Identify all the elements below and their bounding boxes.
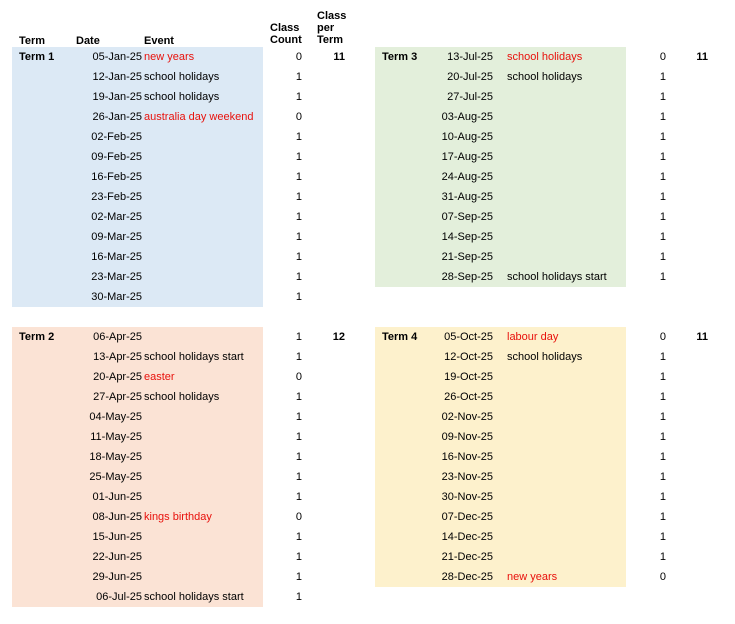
- date-cell: 26-Jan-25: [92, 111, 142, 123]
- date-cell: 21-Dec-25: [441, 551, 493, 563]
- date-cell: 11-May-25: [90, 431, 142, 443]
- table-row: [12, 147, 372, 167]
- class-count-cell: 1: [659, 91, 666, 103]
- date-cell: 13-Apr-25: [93, 351, 142, 363]
- class-count-cell: 1: [659, 351, 666, 363]
- class-count-cell: 1: [295, 451, 302, 463]
- table-row: [375, 47, 735, 67]
- table-row: [12, 547, 372, 567]
- class-count-cell: 1: [295, 471, 302, 483]
- table-row: [12, 507, 372, 527]
- class-count-cell: 1: [659, 191, 666, 203]
- class-count-cell: 1: [295, 411, 302, 423]
- table-row: [12, 587, 372, 607]
- term-block-3: [375, 47, 735, 287]
- class-count-cell: 1: [295, 391, 302, 403]
- table-row: [375, 347, 735, 367]
- class-count-cell: 1: [659, 471, 666, 483]
- table-row: [12, 367, 372, 387]
- date-cell: 30-Nov-25: [441, 491, 493, 503]
- table-row: [375, 207, 735, 227]
- header-class-per-term-line1: Class: [317, 10, 347, 22]
- date-cell: 16-Nov-25: [441, 451, 493, 463]
- class-count-cell: 1: [295, 531, 302, 543]
- event-cell: school holidays: [507, 351, 583, 363]
- date-cell: 25-May-25: [89, 471, 142, 483]
- date-cell: 31-Aug-25: [441, 191, 493, 203]
- date-cell: 03-Aug-25: [441, 111, 493, 123]
- class-count-cell: 1: [659, 431, 666, 443]
- class-count-cell: 0: [659, 571, 666, 583]
- class-count-cell: 1: [659, 391, 666, 403]
- date-cell: 07-Dec-25: [441, 511, 493, 523]
- table-row: [12, 47, 372, 67]
- class-count-cell: 1: [295, 291, 302, 303]
- table-row: [375, 67, 735, 87]
- event-cell: kings birthday: [144, 511, 212, 523]
- date-cell: 06-Jul-25: [96, 591, 142, 603]
- table-row: [375, 367, 735, 387]
- date-cell: 02-Feb-25: [91, 131, 142, 143]
- event-cell: new years: [507, 571, 558, 583]
- table-row: [12, 227, 372, 247]
- class-count-cell: 1: [659, 111, 666, 123]
- table-row: [375, 507, 735, 527]
- class-count-cell: 1: [295, 351, 302, 363]
- event-cell: school holidays: [144, 391, 220, 403]
- class-count-cell: 1: [659, 171, 666, 183]
- date-cell: 06-Apr-25: [93, 331, 142, 343]
- event-cell: easter: [144, 371, 175, 383]
- class-count-cell: 1: [295, 251, 302, 263]
- date-cell: 14-Sep-25: [441, 231, 493, 243]
- event-cell: school holidays: [507, 71, 583, 83]
- table-row: [12, 67, 372, 87]
- table-row: [12, 127, 372, 147]
- class-count-cell: 1: [295, 431, 302, 443]
- event-cell: school holidays start: [144, 351, 244, 363]
- table-row: [375, 547, 735, 567]
- term-block-1: [12, 47, 372, 307]
- table-row: [12, 387, 372, 407]
- header-class-per-term-line3: Term: [317, 34, 344, 46]
- date-cell: 09-Feb-25: [91, 151, 142, 163]
- class-per-term: 11: [696, 51, 708, 63]
- table-row: [375, 567, 735, 587]
- class-per-term: 12: [332, 331, 345, 343]
- table-row: [375, 267, 735, 287]
- header-class-count-line1: Class: [270, 22, 300, 34]
- class-count-cell: 1: [295, 91, 302, 103]
- date-cell: 27-Jul-25: [447, 91, 493, 103]
- class-count-cell: 1: [295, 131, 302, 143]
- class-count-cell: 1: [659, 411, 666, 423]
- date-cell: 18-May-25: [89, 451, 142, 463]
- class-per-term: 11: [696, 331, 708, 343]
- header-date: Date: [76, 35, 100, 47]
- date-cell: 05-Jan-25: [92, 51, 142, 63]
- table-row: [375, 247, 735, 267]
- date-cell: 19-Jan-25: [92, 91, 142, 103]
- term-block-4: [375, 327, 735, 587]
- event-cell: school holidays: [144, 71, 220, 83]
- table-row: [12, 487, 372, 507]
- date-cell: 20-Jul-25: [447, 71, 493, 83]
- event-cell: school holidays: [507, 51, 583, 63]
- table-row: [375, 387, 735, 407]
- term-block-2: [12, 327, 372, 607]
- table-row: [375, 527, 735, 547]
- term-label: Term 3: [382, 51, 418, 63]
- date-cell: 09-Nov-25: [441, 431, 493, 443]
- date-cell: 10-Aug-25: [441, 131, 493, 143]
- class-count-cell: 1: [659, 71, 666, 83]
- header-event: Event: [144, 35, 174, 47]
- table-row: [12, 447, 372, 467]
- table-row: [12, 187, 372, 207]
- class-count-cell: 0: [659, 331, 666, 343]
- header-class-per-term: [317, 10, 346, 46]
- class-count-cell: 1: [295, 271, 302, 283]
- date-cell: 27-Apr-25: [93, 391, 142, 403]
- date-cell: 13-Jul-25: [447, 51, 493, 63]
- class-count-cell: 1: [659, 551, 666, 563]
- date-cell: 05-Oct-25: [444, 331, 493, 343]
- table-row: [12, 87, 372, 107]
- date-cell: 01-Jun-25: [92, 491, 142, 503]
- date-cell: 09-Mar-25: [91, 231, 142, 243]
- date-cell: 16-Mar-25: [91, 251, 142, 263]
- date-cell: 21-Sep-25: [441, 251, 493, 263]
- date-cell: 23-Mar-25: [91, 271, 142, 283]
- class-count-cell: 1: [295, 231, 302, 243]
- date-cell: 23-Nov-25: [441, 471, 493, 483]
- table-row: [12, 267, 372, 287]
- date-cell: 23-Feb-25: [91, 191, 142, 203]
- table-row: [12, 347, 372, 367]
- event-cell: school holidays start: [507, 271, 607, 283]
- class-count-cell: 1: [295, 171, 302, 183]
- table-row: [375, 467, 735, 487]
- class-count-cell: 1: [295, 591, 302, 603]
- date-cell: 30-Mar-25: [91, 291, 142, 303]
- class-count-cell: 1: [659, 151, 666, 163]
- class-count-cell: 1: [659, 491, 666, 503]
- date-cell: 20-Apr-25: [93, 371, 142, 383]
- class-count-cell: 1: [659, 131, 666, 143]
- table-row: [12, 467, 372, 487]
- date-cell: 02-Nov-25: [441, 411, 493, 423]
- date-cell: 17-Aug-25: [441, 151, 493, 163]
- class-count-cell: 0: [295, 511, 302, 523]
- header-class-count-line2: Count: [270, 34, 302, 46]
- class-count-cell: 1: [659, 251, 666, 263]
- event-cell: school holidays start: [144, 591, 244, 603]
- date-cell: 14-Dec-25: [441, 531, 493, 543]
- class-count-cell: 1: [295, 211, 302, 223]
- table-row: [12, 207, 372, 227]
- class-count-cell: 1: [295, 151, 302, 163]
- class-count-cell: 1: [295, 571, 302, 583]
- event-cell: australia day weekend: [144, 111, 254, 123]
- table-row: [375, 427, 735, 447]
- table-row: [12, 287, 372, 307]
- date-cell: 12-Jan-25: [92, 71, 142, 83]
- class-count-cell: 1: [659, 371, 666, 383]
- class-count-cell: 0: [295, 111, 302, 123]
- class-count-cell: 0: [659, 51, 666, 63]
- table-row: [12, 167, 372, 187]
- table-row: [375, 127, 735, 147]
- date-cell: 07-Sep-25: [441, 211, 493, 223]
- date-cell: 26-Oct-25: [444, 391, 493, 403]
- date-cell: 12-Oct-25: [444, 351, 493, 363]
- class-count-cell: 1: [659, 531, 666, 543]
- event-cell: new years: [144, 51, 195, 63]
- date-cell: 02-Mar-25: [91, 211, 142, 223]
- date-cell: 28-Sep-25: [441, 271, 493, 283]
- term-label: Term 4: [382, 331, 418, 343]
- class-count-cell: 1: [295, 71, 302, 83]
- table-row: [12, 247, 372, 267]
- date-cell: 19-Oct-25: [444, 371, 493, 383]
- term-label: Term 1: [19, 51, 55, 63]
- table-row: [375, 187, 735, 207]
- date-cell: 24-Aug-25: [441, 171, 493, 183]
- class-count-cell: 1: [295, 491, 302, 503]
- term-label: Term 2: [19, 331, 55, 343]
- table-row: [375, 147, 735, 167]
- date-cell: 15-Jun-25: [92, 531, 142, 543]
- table-row: [375, 327, 735, 347]
- class-count-cell: 0: [295, 371, 302, 383]
- table-row: [12, 427, 372, 447]
- class-count-cell: 1: [659, 451, 666, 463]
- date-cell: 29-Jun-25: [92, 571, 142, 583]
- class-count-cell: 1: [659, 231, 666, 243]
- date-cell: 16-Feb-25: [91, 171, 142, 183]
- table-row: [375, 407, 735, 427]
- date-cell: 04-May-25: [89, 411, 142, 423]
- table-row: [12, 527, 372, 547]
- class-count-cell: 1: [295, 551, 302, 563]
- date-cell: 28-Dec-25: [441, 571, 493, 583]
- table-row: [12, 567, 372, 587]
- header-class-per-term-line2: per: [317, 22, 335, 34]
- class-count-cell: 1: [659, 211, 666, 223]
- class-count-cell: 0: [295, 51, 302, 63]
- class-count-cell: 1: [659, 271, 666, 283]
- table-row: [375, 227, 735, 247]
- table-row: [375, 167, 735, 187]
- class-per-term: 11: [333, 51, 345, 63]
- table-row: [375, 107, 735, 127]
- table-row: [12, 327, 372, 347]
- event-cell: school holidays: [144, 91, 220, 103]
- class-count-cell: 1: [659, 511, 666, 523]
- header-term: Term: [19, 35, 46, 47]
- table-row: [375, 487, 735, 507]
- table-row: [375, 87, 735, 107]
- class-count-cell: 1: [295, 191, 302, 203]
- header-class-count: [270, 22, 302, 46]
- table-row: [375, 447, 735, 467]
- date-cell: 22-Jun-25: [92, 551, 142, 563]
- class-count-cell: 1: [295, 331, 302, 343]
- table-row: [12, 407, 372, 427]
- event-cell: labour day: [507, 331, 559, 343]
- table-row: [12, 107, 372, 127]
- date-cell: 08-Jun-25: [92, 511, 142, 523]
